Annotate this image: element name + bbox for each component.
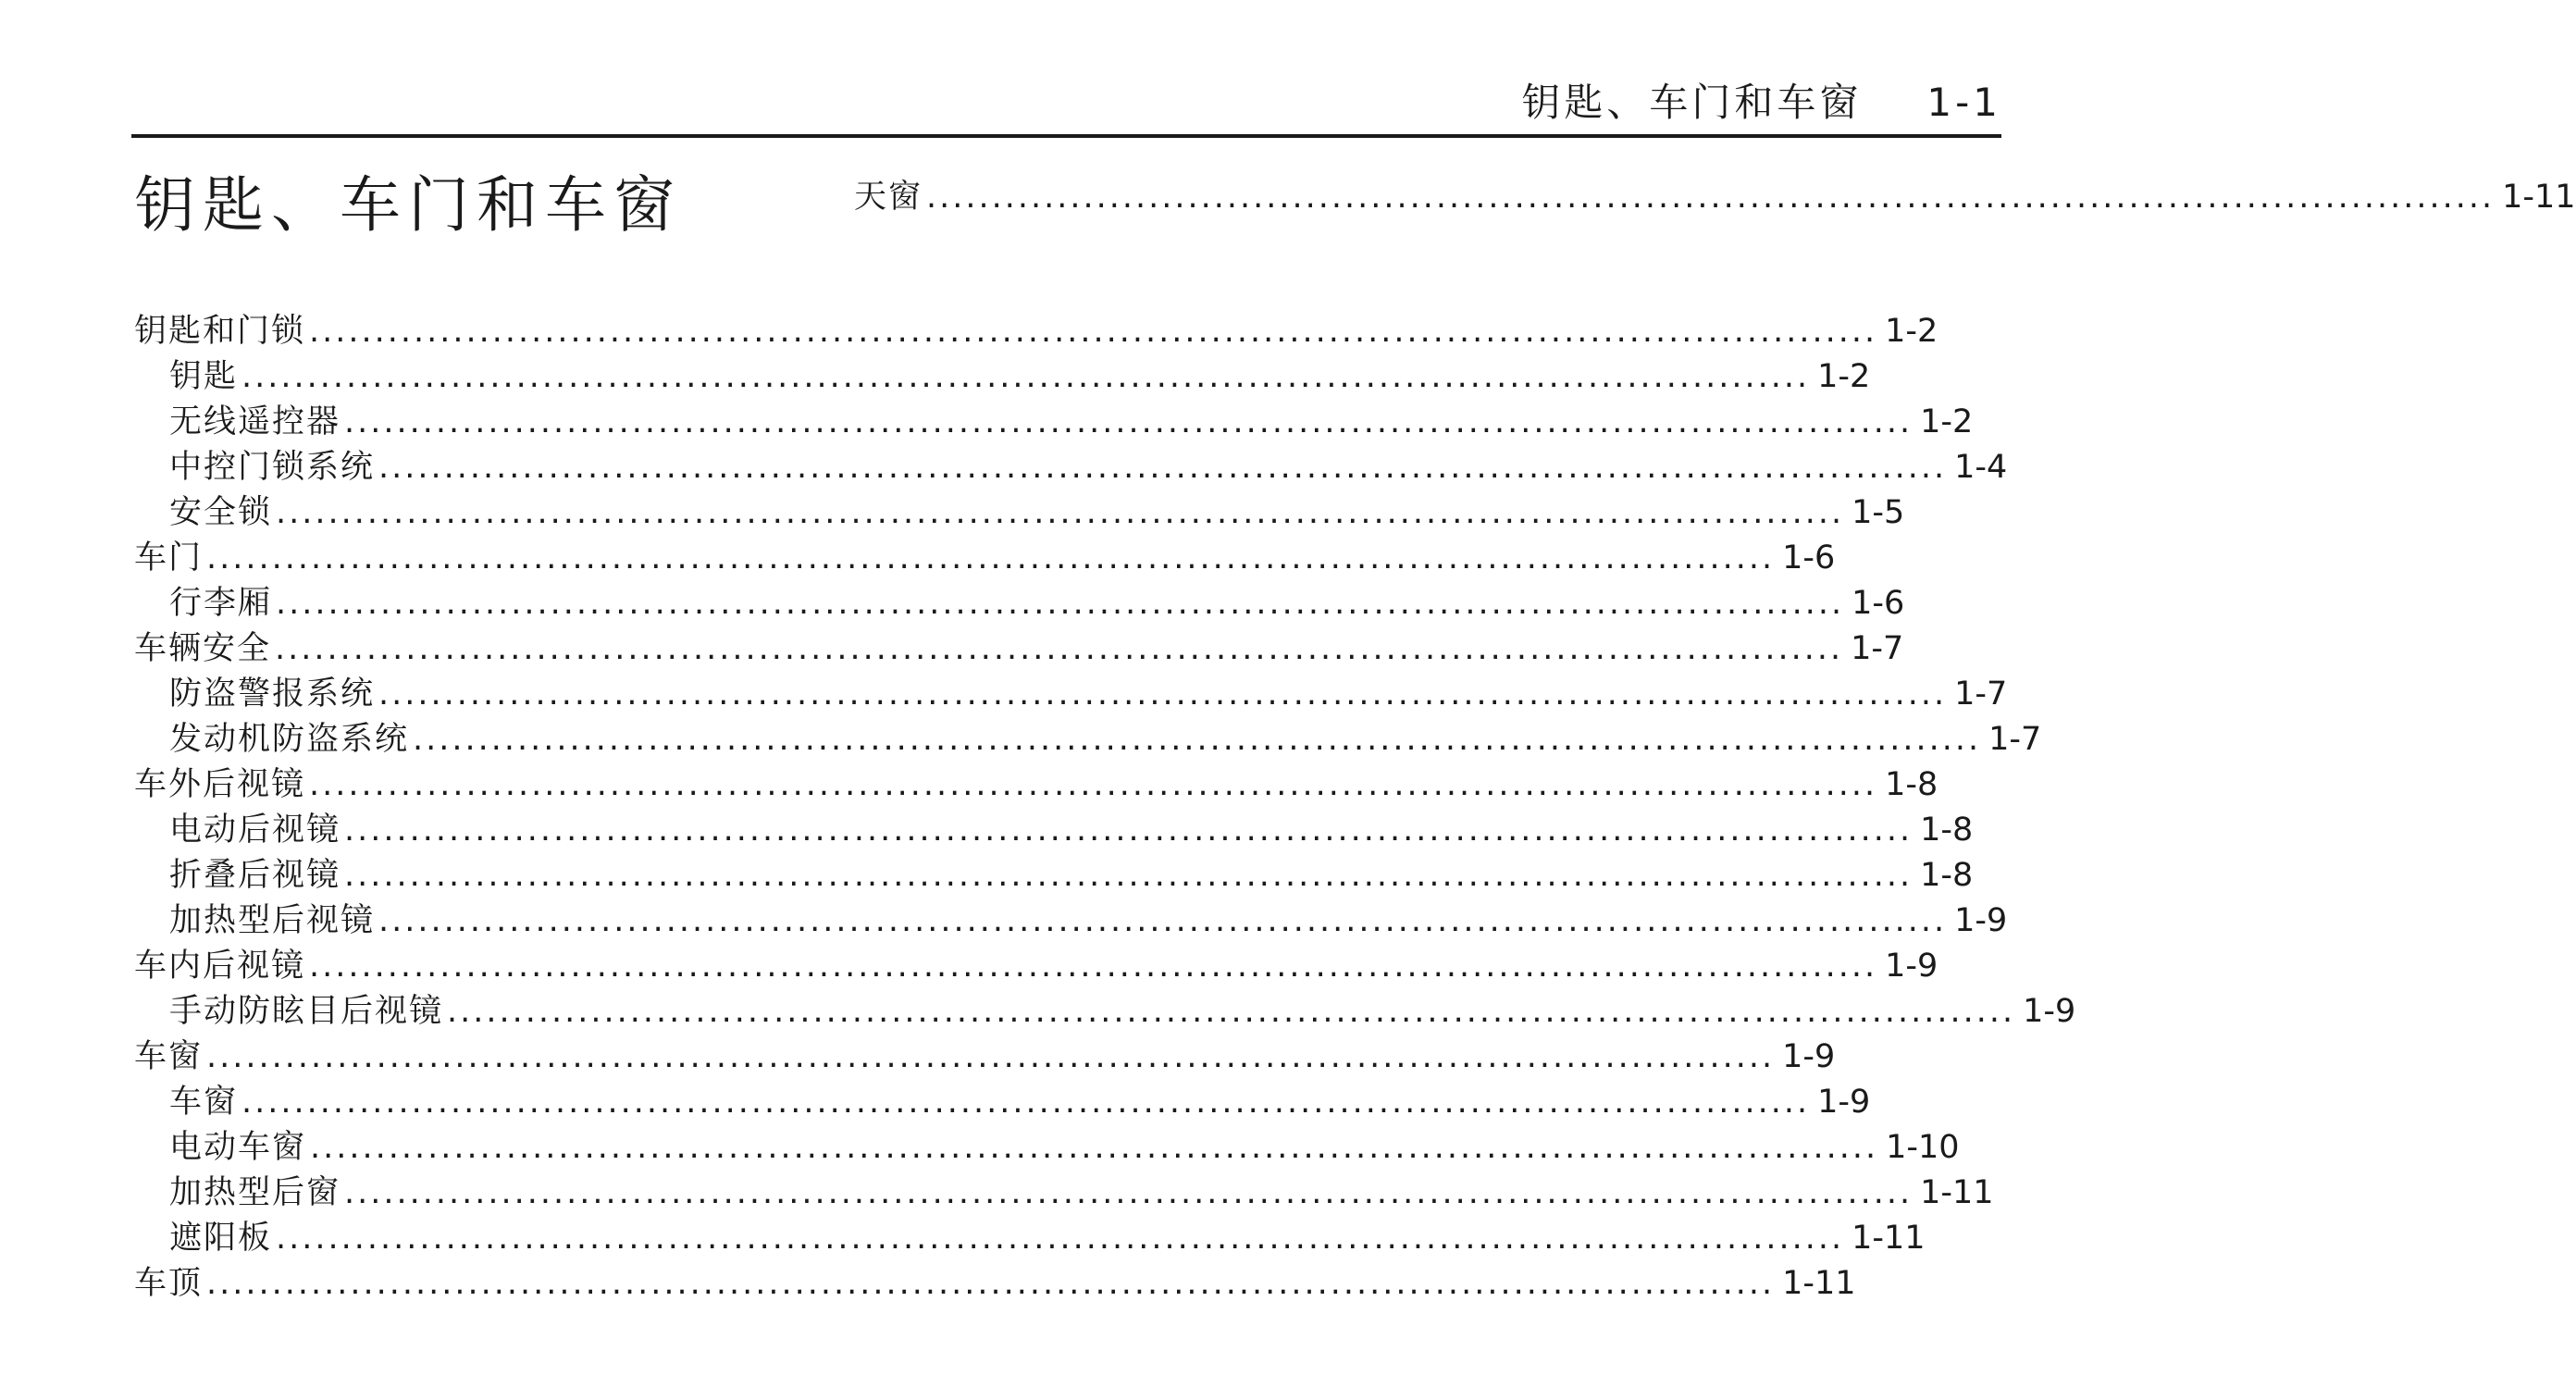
toc-entry-label: 车门 — [134, 539, 204, 576]
running-header-chapter: 钥匙、车门和车窗 — [1521, 80, 1863, 125]
toc-entry[interactable] — [134, 441, 2008, 487]
toc-entry-label: 电动后视镜 — [169, 812, 341, 849]
toc-entry[interactable] — [134, 895, 2008, 940]
toc-entry-label: 折叠后视镜 — [169, 857, 341, 894]
toc-entry-label: 防盗警报系统 — [169, 675, 376, 713]
toc-entry[interactable] — [134, 985, 2076, 1031]
toc-dot-leader: ........................................................................................................................ — [378, 675, 1948, 713]
toc-entry-page: 1-10 — [1886, 1129, 1960, 1166]
toc-entry-label: 钥匙 — [169, 358, 239, 395]
toc-entry[interactable] — [134, 759, 1938, 804]
toc-entry-page: 1-9 — [1885, 948, 1938, 985]
toc-entry-page: 1-9 — [1954, 902, 2008, 939]
running-header-page-number: 1-1 — [1926, 80, 2001, 125]
toc-dot-leader: ........................................................................................................................ — [344, 812, 1913, 849]
toc-dot-leader: ........................................................................................................................ — [344, 857, 1913, 894]
toc-entry-label: 车窗 — [169, 1084, 239, 1121]
toc-entry-page: 1-7 — [1988, 721, 2042, 758]
toc-entry-page: 1-6 — [1852, 585, 1905, 622]
toc-entry-page: 1-8 — [1920, 857, 1974, 894]
toc-dot-leader: ........................................................................................................................ — [276, 1220, 1845, 1257]
toc-dot-leader: ........................................................................................................................ — [378, 449, 1948, 486]
toc-entry-label: 安全锁 — [169, 494, 273, 531]
toc-entry[interactable] — [134, 1167, 1994, 1212]
toc-entry-label: 电动车窗 — [169, 1129, 307, 1166]
toc-entry-page: 1-9 — [2023, 993, 2076, 1030]
toc-entry-label: 车内后视镜 — [134, 948, 306, 985]
toc-entry-page: 1-7 — [1954, 675, 2008, 713]
table-of-contents — [134, 305, 2076, 1303]
toc-entry[interactable] — [134, 668, 2008, 713]
toc-entry-page: 1-7 — [1851, 630, 1904, 667]
toc-entry[interactable] — [134, 804, 1974, 849]
toc-dot-leader: ........................................................................................................................ — [206, 1265, 1776, 1302]
toc-entry-label: 车顶 — [134, 1265, 204, 1302]
toc-entry-label: 无线遥控器 — [169, 403, 341, 440]
toc-entry[interactable] — [134, 532, 1836, 577]
toc-dot-leader: ........................................................................................................................ — [344, 1174, 1913, 1211]
toc-dot-leader: ........................................................................................................................ — [276, 494, 1845, 531]
toc-entry-label: 车窗 — [134, 1038, 204, 1075]
toc-entry-page: 1-5 — [1852, 494, 1905, 531]
toc-entry[interactable] — [134, 849, 1974, 895]
toc-entry-label: 车辆安全 — [134, 630, 272, 667]
toc-entry-label: 手动防眩目后视镜 — [169, 993, 444, 1030]
toc-dot-leader: ........................................................................................................................ — [309, 766, 1878, 803]
toc-entry[interactable] — [134, 396, 1974, 441]
toc-entry-page: 1-8 — [1920, 812, 1974, 849]
toc-entry-label: 钥匙和门锁 — [134, 313, 306, 350]
toc-entry[interactable] — [134, 1212, 1926, 1258]
toc-entry-page: 1-4 — [1954, 449, 2008, 486]
toc-dot-leader: ........................................................................................................................ — [206, 1038, 1776, 1075]
toc-entry-page: 1-9 — [1817, 1084, 1871, 1121]
toc-entry-page: 1-2 — [1920, 403, 1974, 440]
toc-entry-label: 中控门锁系统 — [169, 449, 376, 486]
toc-entry-page: 1-2 — [1817, 358, 1871, 395]
toc-entry-page: 1-11 — [2502, 179, 2576, 216]
toc-entry-label: 加热型后窗 — [169, 1174, 341, 1211]
toc-entry-label: 遮阳板 — [169, 1220, 273, 1257]
toc-entry[interactable] — [134, 487, 1905, 532]
toc-entry-page: 1-11 — [1852, 1220, 1926, 1257]
toc-entry-page: 1-8 — [1885, 766, 1938, 803]
table-of-contents-continued — [819, 171, 2576, 217]
toc-dot-leader: ........................................................................................................................ — [309, 313, 1878, 350]
toc-entry[interactable] — [134, 623, 1904, 668]
toc-entry-label: 车外后视镜 — [134, 766, 306, 803]
toc-entry[interactable] — [134, 305, 1938, 351]
toc-dot-leader: ........................................................................................................................ — [447, 993, 2016, 1030]
toc-entry-label: 行李厢 — [169, 585, 273, 622]
toc-dot-leader: ........................................................................................................................ — [309, 948, 1878, 985]
toc-entry-label: 天窗 — [854, 179, 923, 216]
toc-entry-page: 1-6 — [1782, 539, 1836, 576]
toc-dot-leader: ........................................................................................................................ — [344, 403, 1913, 440]
chapter-title: 钥匙、车门和车窗 — [134, 169, 682, 241]
toc-dot-leader: ........................................................................................................................ — [926, 179, 2496, 216]
running-header — [1521, 72, 2001, 128]
toc-dot-leader: ........................................................................................................................ — [206, 539, 1776, 576]
toc-entry[interactable] — [134, 940, 1938, 985]
toc-dot-leader: ........................................................................................................................ — [242, 358, 1811, 395]
toc-entry-label: 发动机防盗系统 — [169, 721, 410, 758]
toc-entry[interactable] — [134, 351, 1871, 396]
toc-entry[interactable] — [819, 171, 2576, 217]
toc-dot-leader: ........................................................................................................................ — [310, 1129, 1879, 1166]
toc-dot-leader: ........................................................................................................................ — [275, 630, 1844, 667]
toc-entry[interactable] — [134, 1031, 1836, 1076]
toc-entry-label: 加热型后视镜 — [169, 902, 376, 939]
toc-dot-leader: ........................................................................................................................ — [378, 902, 1948, 939]
toc-dot-leader: ........................................................................................................................ — [413, 721, 1982, 758]
toc-dot-leader: ........................................................................................................................ — [242, 1084, 1811, 1121]
toc-entry-page: 1-11 — [1782, 1265, 1856, 1302]
toc-entry[interactable] — [134, 1122, 1960, 1167]
toc-entry-page: 1-2 — [1885, 313, 1938, 350]
toc-entry-page: 1-9 — [1782, 1038, 1836, 1075]
toc-entry-page: 1-11 — [1920, 1174, 1994, 1211]
header-rule — [131, 134, 2001, 138]
toc-entry[interactable] — [134, 1258, 1856, 1303]
toc-dot-leader: ........................................................................................................................ — [276, 585, 1845, 622]
toc-entry[interactable] — [134, 1076, 1871, 1122]
toc-entry[interactable] — [134, 577, 1905, 623]
toc-entry[interactable] — [134, 713, 2042, 759]
